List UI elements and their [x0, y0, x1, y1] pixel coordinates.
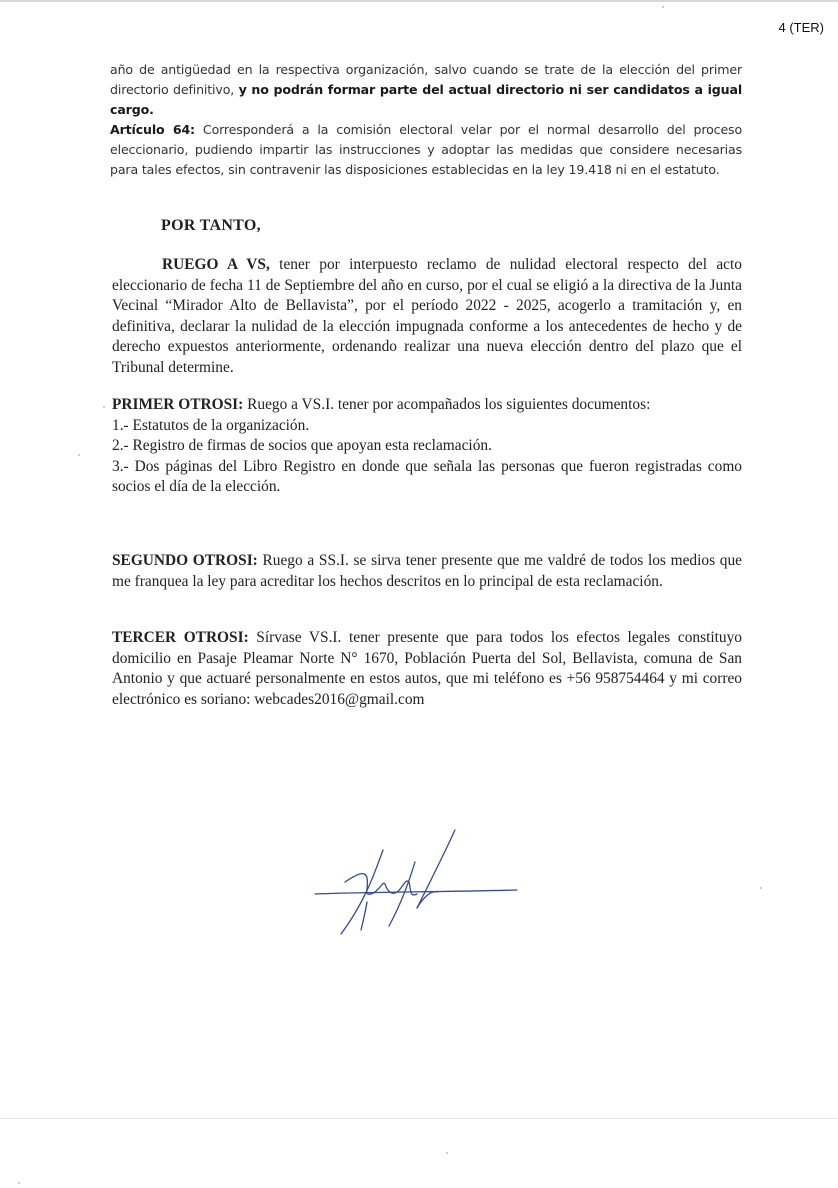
document-list-item: 1.- Estatutos de la organización. — [112, 416, 310, 434]
paragraph-text: año de antigüedad en la respectiva organización, salvo cuando se trate de la elección del primer directorio definitivo, — [110, 62, 742, 97]
article-64-text: Corresponderá a la comisión electoral velar por el normal desarrollo del proceso eleccionario, pudiendo impartir las instrucciones y adoptar las medidas que considere necesarias para tales efectos, sin contravenir las disposiciones establecidas en la ley 19.418 ni en el estatuto. — [110, 122, 743, 177]
tercer-otrosi-label: TERCER OTROSI: — [112, 629, 249, 646]
segundo-otrosi-label: SEGUNDO OTROSI: — [112, 552, 258, 569]
ruego-text: tener por interpuesto reclamo de nulidad electoral respecto del acto eleccionario de fecha 11 de Septiembre del año en curso, por el cual se eligió a la directiva de la Junta Vecinal “Mirador Alto de Bellavista”, por el período 2022 - 2025, acogerlo a tramitación y, en definitiva, declarar la nulidad de la elección impugnada conforme a los antecedentes de hecho y de derecho expuestos anteriormente, ordenando realizar una nueva elección dentro del plazo que el Tribunal determine. — [112, 256, 742, 376]
por-tanto-heading: POR TANTO, — [161, 217, 261, 234]
document-list-item: 2.- Registro de firmas de socios que apoyan esta reclamación. — [112, 437, 492, 454]
tercer-otrosi — [112, 628, 742, 710]
primer-otrosi — [112, 395, 742, 498]
primer-otrosi-intro — [112, 395, 742, 416]
scan-speck — [78, 454, 80, 456]
ruego-paragraph — [112, 255, 742, 378]
tercer-otrosi-text: Sírvase VS.I. tener presente que para todos los efectos legales constituyo domicilio en Pasaje Pleamar Norte N° 1670, Población Puerta del Sol, Bellavista, comuna de San Antonio y que actuaré personalmente en estos autos, que mi teléfono es +56 958754464 y mi correo electrónico es soriano: webcades2016@gmail.com — [112, 629, 742, 708]
handwritten-signature — [305, 822, 525, 942]
page-number: 4 (TER) — [778, 20, 824, 35]
primer-otrosi-label: PRIMER OTROSI: — [112, 396, 244, 413]
segundo-otrosi — [112, 551, 742, 592]
scan-speck — [760, 887, 762, 889]
scan-speck — [103, 406, 105, 408]
page-top-edge — [0, 0, 838, 2]
scan-speck — [446, 1152, 448, 1154]
scan-speck — [18, 1182, 20, 1184]
article-64-label: Artículo 64: — [110, 122, 195, 137]
paragraph-bold-text: y no podrán formar parte del actual directorio ni ser candidatos a igual cargo. — [110, 82, 742, 117]
primer-otrosi-text: Ruego a VS.I. tener por acompañados los siguientes documentos: — [247, 396, 651, 413]
scan-artifact-line — [0, 1118, 838, 1119]
document-list-item: 3.- Dos páginas del Libro Registro en donde que señala las personas que fueron registradas como socios el día de la elección. — [112, 457, 742, 495]
paragraph-antiguedad — [110, 60, 742, 120]
ruego-label: RUEGO A VS, — [162, 256, 270, 273]
scan-speck — [662, 6, 664, 8]
segundo-otrosi-text: Ruego a SS.I. se sirva tener presente que me valdré de todos los medios que me franquea la ley para acreditar los hechos descritos en lo principal de esta reclamación. — [112, 552, 742, 590]
article-64 — [110, 120, 742, 180]
